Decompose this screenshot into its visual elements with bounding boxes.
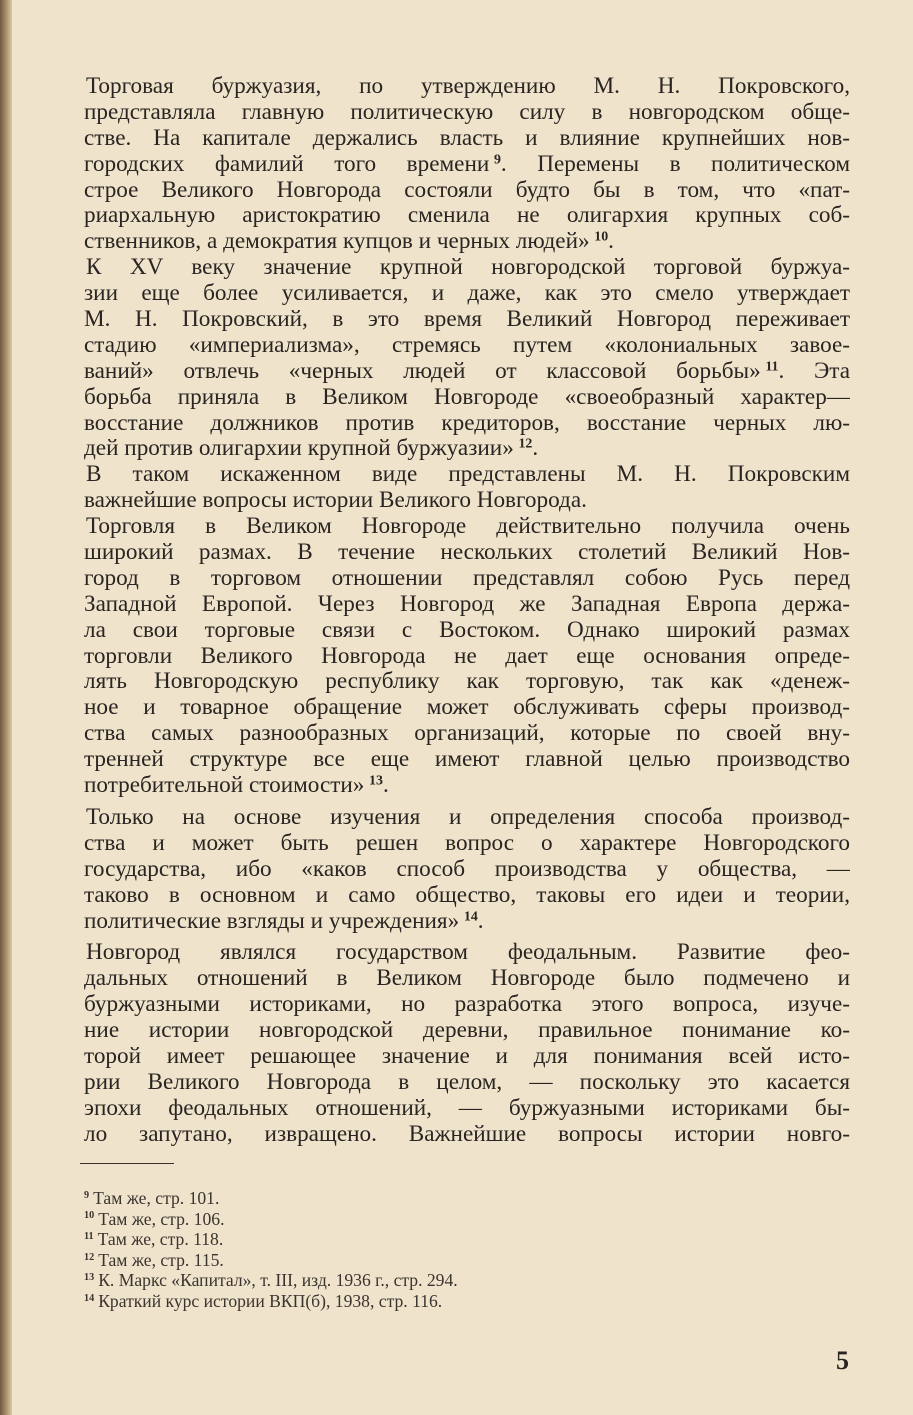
text-fragment: .	[477, 908, 484, 934]
page-number: 5	[836, 1346, 849, 1375]
footnote-ref[interactable]: 9	[493, 152, 501, 168]
footnote-item	[84, 1250, 784, 1271]
footnote-mark: 10	[84, 1210, 95, 1222]
text-line: зии еще более усиливается, и даже, как это смело утверждает	[84, 281, 850, 307]
text-line: важнейшие вопросы истории Великого Новгорода.	[84, 488, 587, 514]
text-fragment: .	[382, 773, 389, 799]
text-line: Торговая буржуазия, по утверждению М. Н. Покровского,	[86, 74, 850, 99]
text-line: стве. На капитале держались власть и влияние крупнейших нов-	[84, 125, 850, 151]
footnote-text: Там же, стр. 106.	[98, 1208, 225, 1229]
text-line: ла свои торговые связи с Востоком. Однако широкий размах	[84, 617, 850, 643]
text-line: таково в основном и само общество, таковы его идеи и теории,	[84, 882, 850, 908]
text-line: восстание должников против кредиторов, восстание черных лю-	[84, 410, 850, 436]
text-line: тренней структуре все еще имеют главной целью производство	[84, 747, 850, 773]
text-line: ства и может быть решен вопрос о характере Новгородского	[84, 830, 850, 856]
text-line: борьба приняла в Великом Новгороде «своеобразный характер—	[84, 384, 850, 410]
text-line	[84, 152, 850, 178]
footnote-mark: 11	[84, 1231, 94, 1243]
main-text	[84, 74, 850, 1148]
footnote-item	[84, 1270, 784, 1291]
text-line: буржуазными историками, но разработка этого вопроса, изуче-	[84, 992, 850, 1018]
text-line: широкий размах. В течение нескольких столетий Великий Нов-	[84, 540, 850, 566]
text-fragment: .	[532, 436, 539, 462]
footnote-ref[interactable]: 10	[594, 229, 609, 245]
page-binding-edge	[0, 0, 12, 1415]
text-line: Западной Европой. Через Новгород же Западная Европа держа-	[84, 591, 850, 617]
text-fragment: политические взгляды и учреждения»	[84, 908, 460, 934]
text-line	[84, 359, 850, 385]
text-line: Только на основе изучения и определения способа производ-	[86, 804, 850, 830]
footnotes	[84, 1188, 784, 1312]
text-line: М. Н. Покровский, в это время Великий Новгород переживает	[84, 307, 850, 333]
text-line: эпохи феодальных отношений, — буржуазными историками бы-	[84, 1095, 850, 1121]
footnote-divider	[80, 1163, 174, 1164]
text-line: торой имеет решающее значение и для понимания всей исто-	[84, 1043, 850, 1069]
text-line: риархальную аристократию сменила не олигархия крупных соб-	[84, 203, 850, 229]
text-fragment: городских фамилий того времени	[84, 151, 490, 177]
text-line: Новгород являлся государством феодальным. Развитие фео-	[86, 940, 850, 966]
footnote-item	[84, 1229, 784, 1250]
text-line	[84, 773, 850, 799]
footnote-ref[interactable]: 11	[765, 359, 779, 375]
text-fragment: . Перемены в политическом	[500, 151, 850, 177]
text-line: государства, ибо «каков способ производства у общества, —	[84, 856, 850, 882]
text-fragment: .	[608, 229, 614, 255]
footnote-item	[84, 1291, 784, 1312]
footnote-text: Краткий курс истории ВКП(б), 1938, стр. 116.	[98, 1290, 443, 1311]
text-line: торговли Великого Новгорода не дает еще основания опреде-	[84, 643, 850, 669]
text-line: строе Великого Новгорода состояли будто бы в том, что «пат-	[84, 177, 850, 203]
text-line: К XV веку значение крупной новгородской торговой буржуа-	[86, 255, 850, 281]
footnote-ref[interactable]: 14	[463, 908, 478, 924]
text-fragment: ваний» отвлечь «черных людей от классовой борьбы»	[84, 358, 761, 384]
footnote-mark: 12	[84, 1251, 95, 1263]
text-line: ное и товарное обращение может обслуживать сферы производ-	[84, 695, 850, 721]
text-line: дальных отношений в Великом Новгороде было подмечено и	[84, 966, 850, 992]
footnote-mark: 14	[84, 1292, 95, 1304]
text-line	[84, 436, 850, 462]
text-line: лять Новгородскую республику как торговую, так как «денеж-	[84, 669, 850, 695]
text-line: город в торговом отношении представлял собою Русь перед	[84, 565, 850, 591]
text-line: рии Великого Новгорода в целом, — поскольку это касается	[84, 1069, 850, 1095]
footnote-mark: 13	[84, 1272, 95, 1284]
footnote-item	[84, 1209, 784, 1230]
footnote-ref[interactable]: 13	[369, 773, 383, 789]
footnote-mark: 9	[84, 1189, 90, 1201]
text-fragment: . Эта	[778, 358, 850, 384]
text-fragment: ственников, а демократия купцов и черных людей»	[84, 229, 590, 255]
text-line: представляла главную политическую силу в новгородском обще-	[84, 99, 850, 125]
text-line: ние истории новгородской деревни, правильное понимание ко-	[84, 1018, 850, 1044]
text-line: стадию «империализма», стремясь путем «колониальных завое-	[84, 332, 850, 358]
footnote-ref[interactable]: 12	[518, 436, 533, 452]
text-line: Торговля в Великом Новгороде действительно получила очень	[86, 514, 850, 540]
footnote-text: Там же, стр. 115.	[98, 1249, 224, 1270]
text-fragment: потребительной стоимости»	[84, 773, 365, 799]
footnote-text: Там же, стр. 101.	[93, 1188, 220, 1208]
footnote-text: К. Маркс «Капитал», т. III, изд. 1936 г., стр. 294.	[98, 1270, 458, 1291]
text-line: В таком искаженном виде представлены М. Н. Покровским	[86, 462, 850, 488]
text-line	[84, 909, 850, 935]
text-line: ло запутано, извращено. Важнейшие вопросы истории новго-	[84, 1121, 850, 1147]
footnote-text: Там же, стр. 118.	[97, 1229, 224, 1250]
text-fragment: дей против олигархии крупной буржуазии»	[84, 436, 514, 462]
footnote-item	[84, 1188, 784, 1209]
text-line	[84, 229, 850, 255]
text-line: ства самых разнообразных организаций, которые по своей вну-	[84, 721, 850, 747]
